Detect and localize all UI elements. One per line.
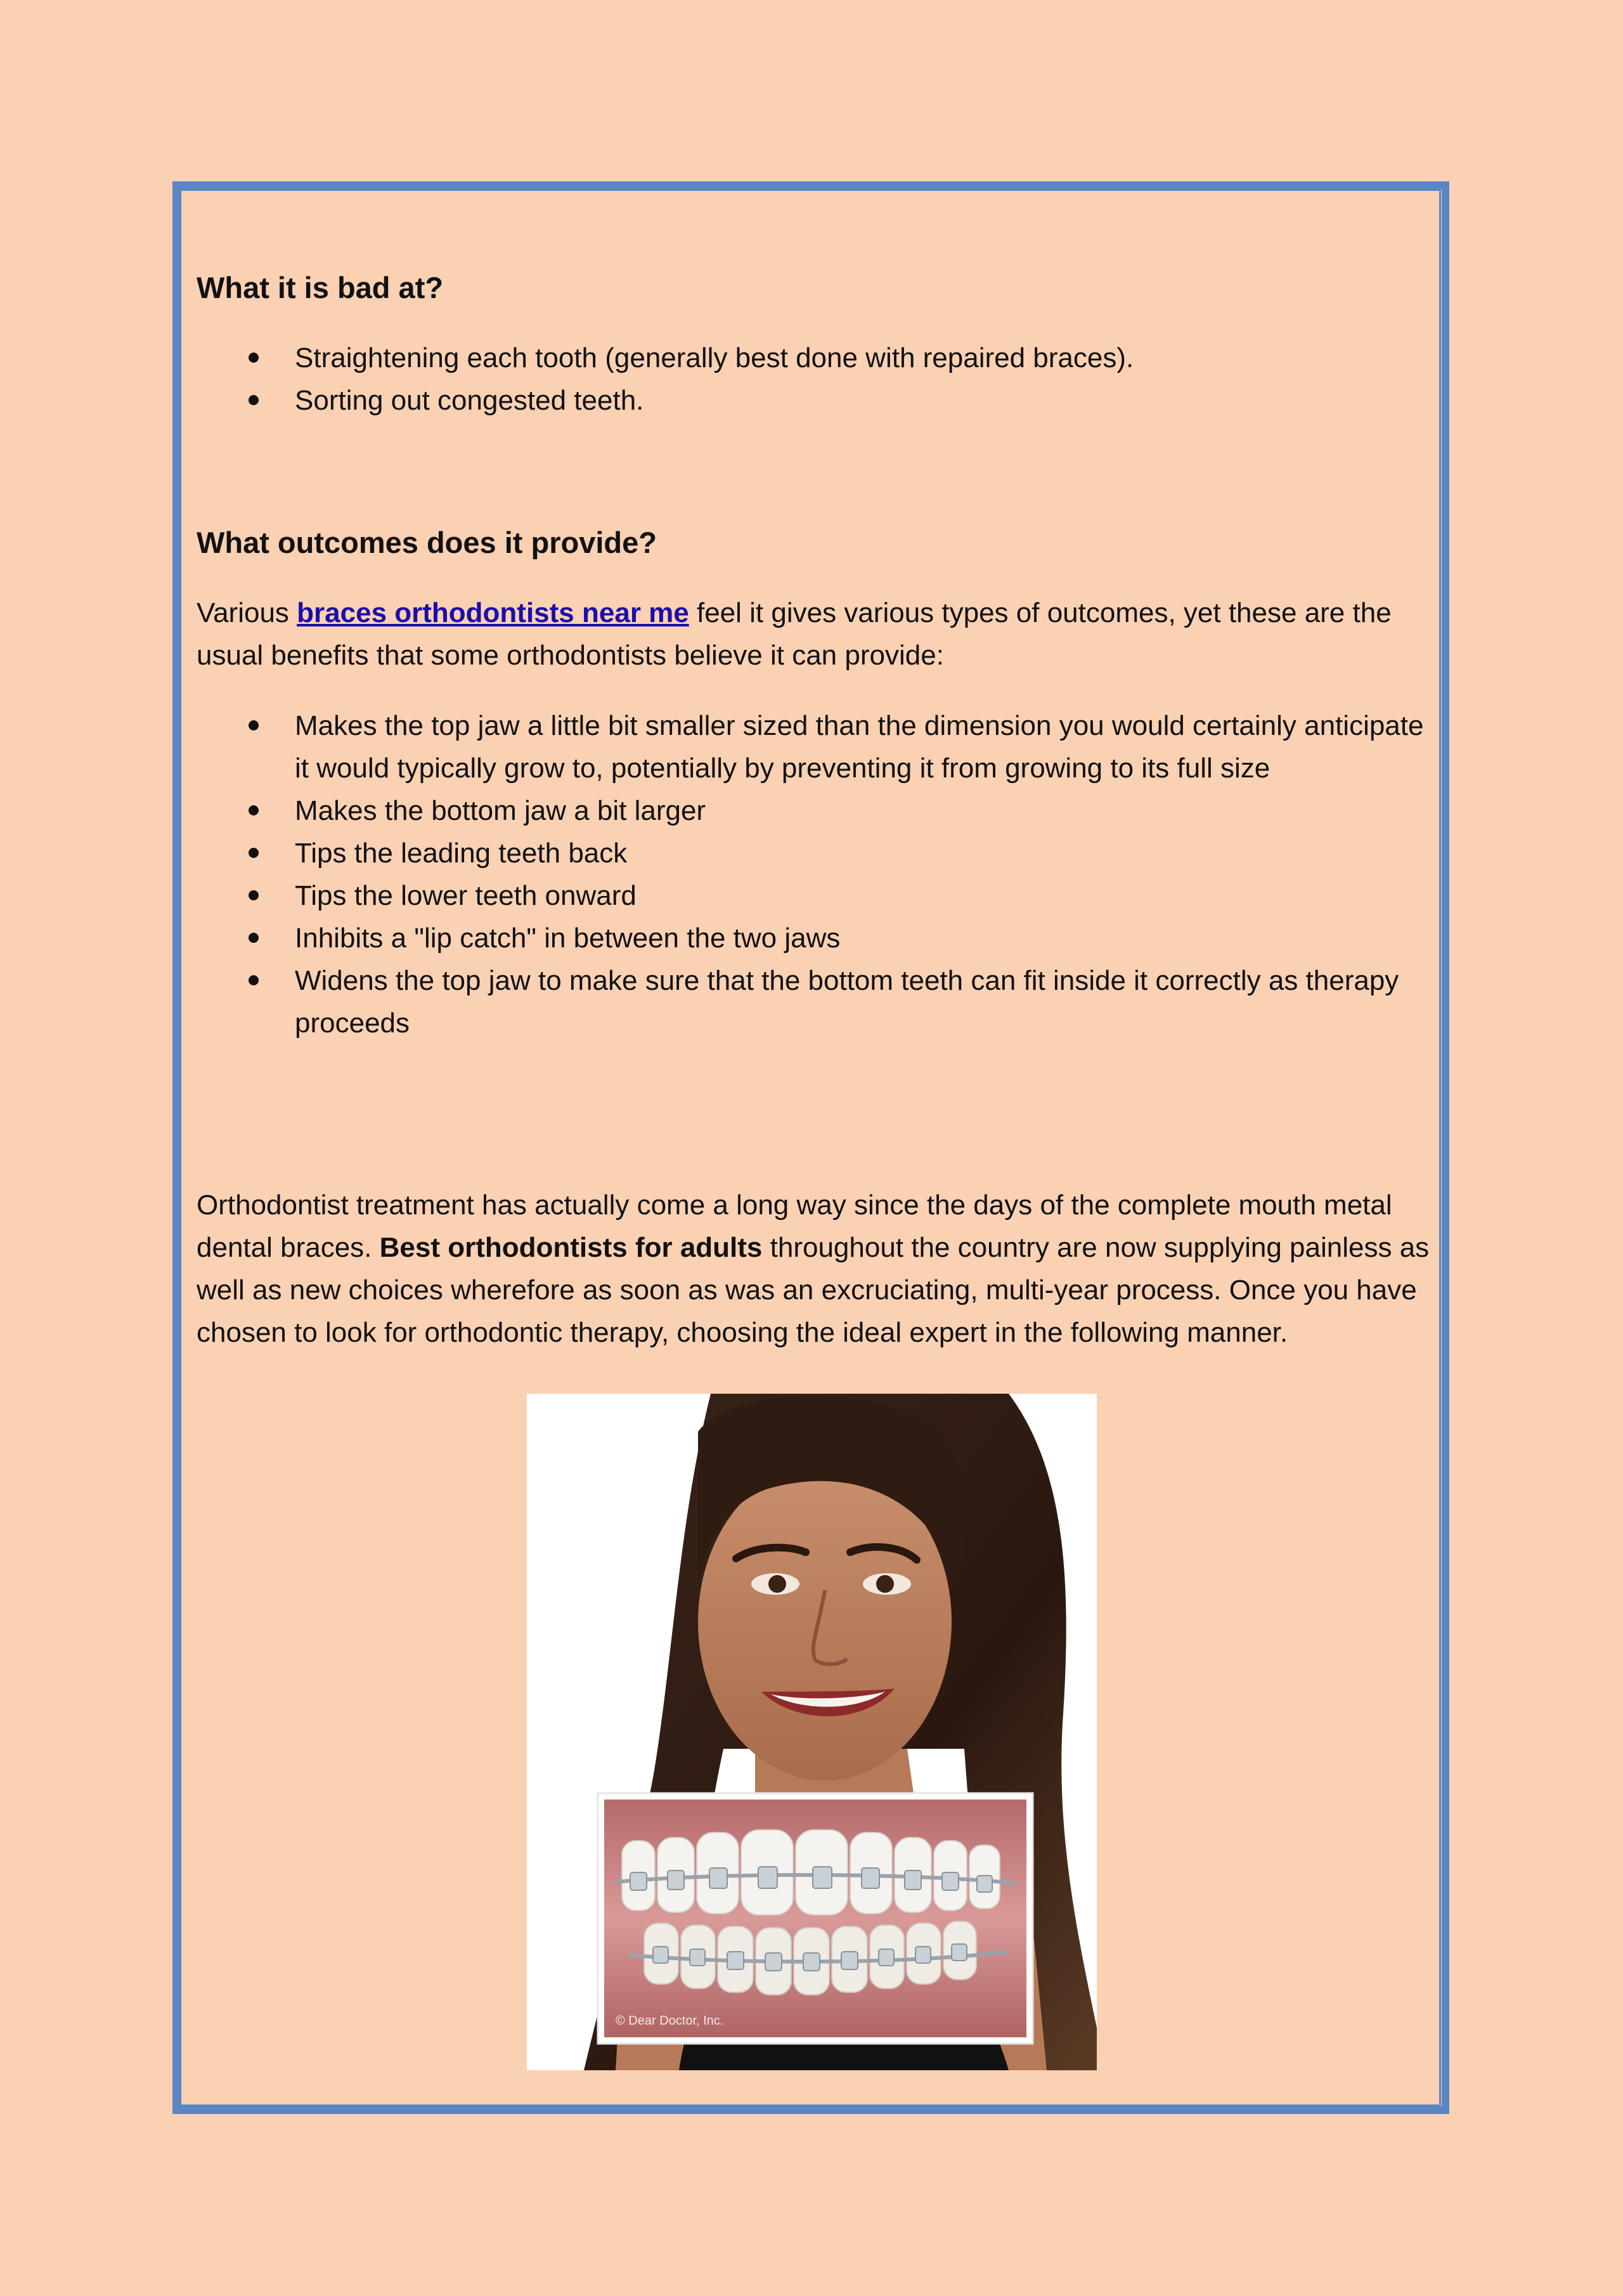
image-watermark: © Dear Doctor, Inc. (616, 2014, 724, 2028)
heading-bad-at: What it is bad at? (197, 271, 444, 304)
list-item: Makes the top jaw a little bit smaller sized than the dimension you would certainly anticipate it would typically grow to, potentially by preventing it from growing to its full size (197, 704, 1433, 789)
heading-outcomes: What outcomes does it provide? (197, 526, 657, 559)
woman-with-braces-illustration (527, 1394, 1097, 2070)
outcomes-list (197, 704, 1433, 1044)
list-item: Sorting out congested teeth. (197, 379, 1433, 422)
document-content (197, 266, 1433, 1354)
best-orthodontists-bold: Best orthodontists for adults (379, 1232, 763, 1263)
list-item: Tips the leading teeth back (197, 832, 1433, 874)
braces-orthodontists-link[interactable]: braces orthodontists near me (297, 597, 689, 628)
list-item: Makes the bottom jaw a bit larger (197, 789, 1433, 832)
list-item: Straightening each tooth (generally best done with repaired braces). (197, 337, 1433, 379)
orthodontic-photo (527, 1394, 1097, 2070)
outcomes-intro: Various braces orthodontists near me feel it gives various types of outcomes, yet these are the usual benefits that some orthodontists believe it can provide: (197, 597, 1392, 671)
closing-paragraph: Orthodontist treatment has actually come a long way since the days of the complete mouth metal dental braces. Best orthodontists for adults throughout the country are now supplying painless as well as new choices wherefore as soon as was an excruciating, multi-year process. Once you have chosen to look for orthodontic therapy, choosing the ideal expert in the following manner. (197, 1190, 1430, 1348)
list-item: Widens the top jaw to make sure that the bottom teeth can fit inside it correctly as therapy proceeds (197, 959, 1433, 1044)
list-item: Tips the lower teeth onward (197, 874, 1433, 917)
bad-at-list (197, 337, 1433, 422)
list-item: Inhibits a "lip catch" in between the two jaws (197, 917, 1433, 959)
